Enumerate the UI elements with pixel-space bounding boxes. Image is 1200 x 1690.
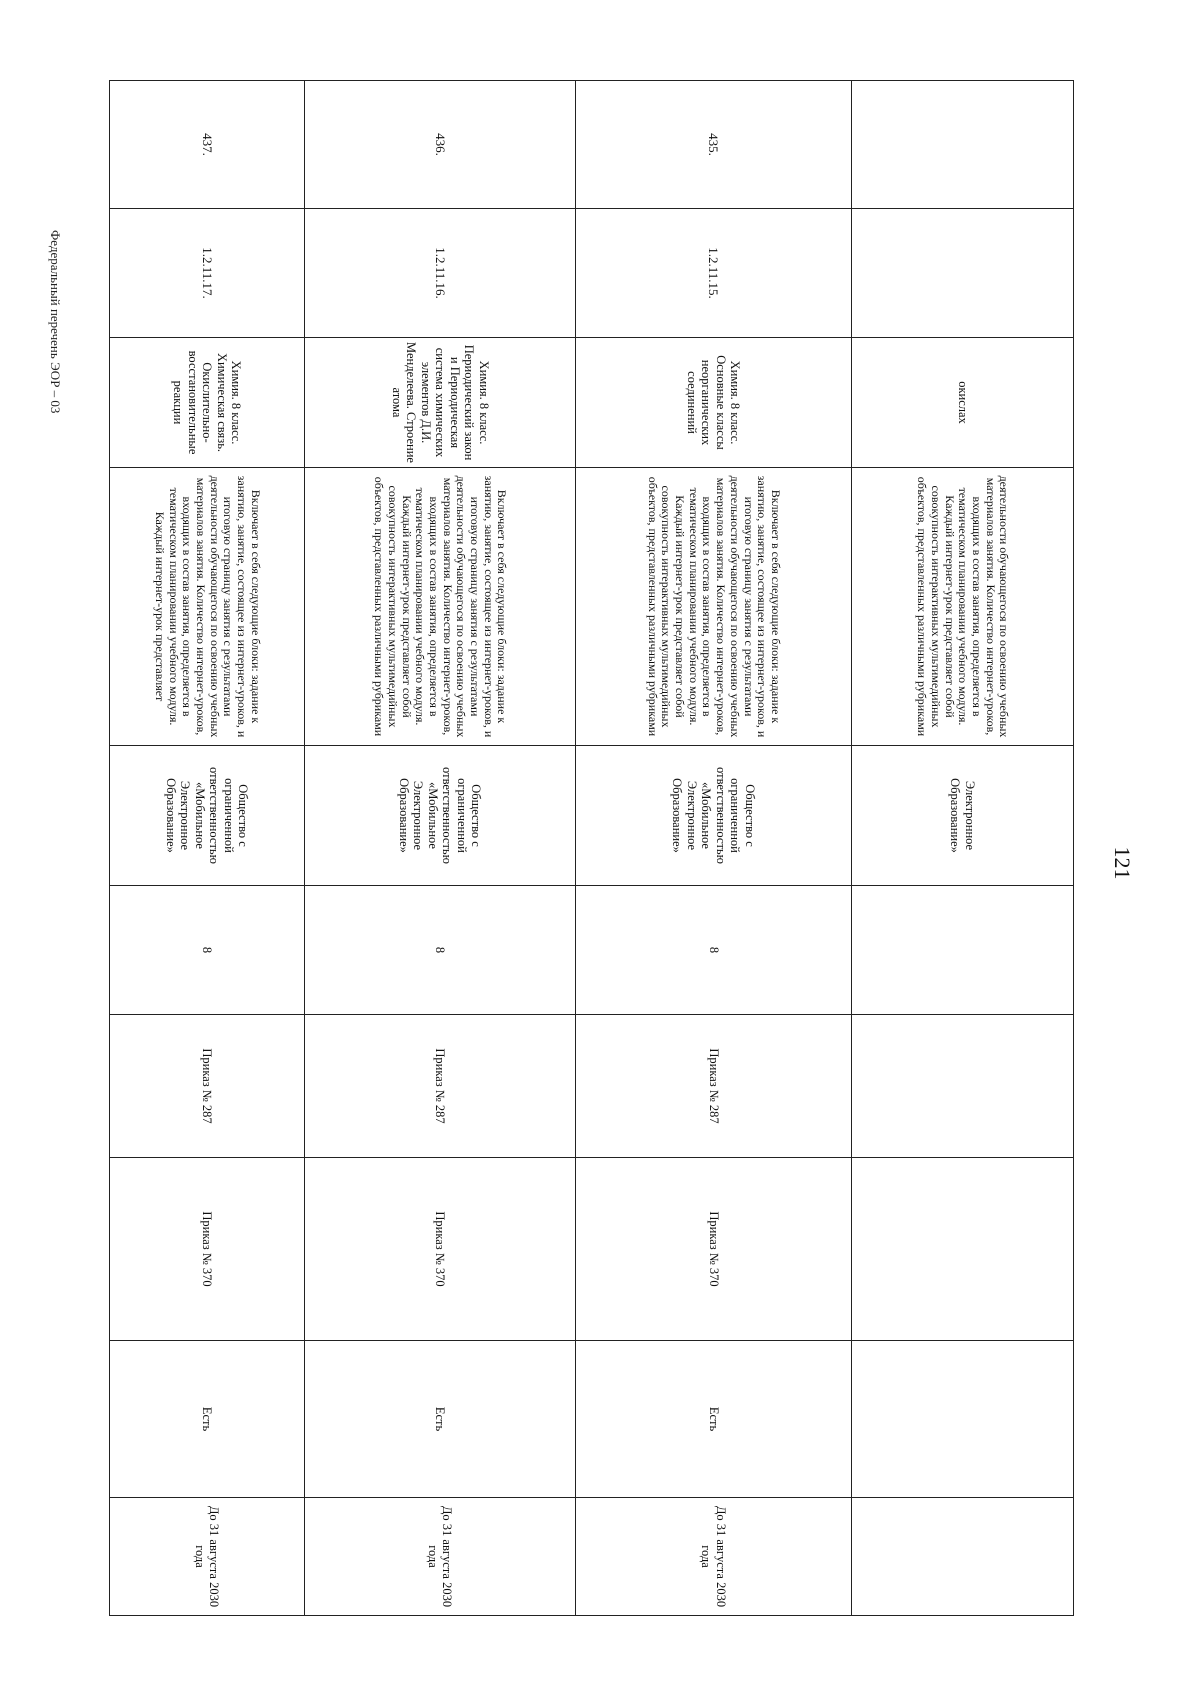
validity-term: До 31 августа 2030 года (576, 1498, 852, 1616)
resource-description: Включает в себя следующие блоки: задание к занятию, занятие, состоящее из интернет-уроков, и итоговую страницу занятия с результатами деятельности обучающегося по освоению учебных материалов занятия. Количество интернет-уроков, входящих в состав занятия, определяется в тематическом планировании учебного модуля. Каждый интернет-урок представляет собой совокупность интерактивных мультимедийных объектов, представленных различными рубриками (576, 468, 852, 746)
availability: Есть (110, 1341, 305, 1498)
table-row (305, 81, 576, 1616)
organization: Электронное Образование» (852, 746, 1074, 886)
row-code: 1.2.11.15. (576, 209, 852, 338)
availability: Есть (576, 1341, 852, 1498)
resource-description: Включает в себя следующие блоки: задание к занятию, занятие, состоящее из интернет-уроков, и итоговую страницу занятия с результатами деятельности обучающегося по освоению учебных материалов занятия. Количество интернет-уроков, входящих в состав занятия, определяется в тематическом планировании учебного модуля. Каждый интернет-урок представляет собой совокупность интерактивных мультимедийных объектов, представленных различными рубриками (305, 468, 576, 746)
row-number: 437. (110, 81, 305, 209)
order-1 (852, 1015, 1074, 1158)
eor-table (109, 80, 1074, 1616)
resource-name: окислах (852, 338, 1074, 468)
organization: Общество с ограниченной ответственностью «Мобильное Электронное Образование» (305, 746, 576, 886)
order-2: Приказ № 370 (305, 1158, 576, 1341)
resource-name: Химия. 8 класс. Периодический закон и Периодическая система химических элементов Д.И. Менделеева. Строение атома (305, 338, 576, 468)
organization: Общество с ограниченной ответственностью «Мобильное Электронное Образование» (110, 746, 305, 886)
validity-term (852, 1498, 1074, 1616)
grade: 8 (110, 886, 305, 1015)
order-2 (852, 1158, 1074, 1341)
resource-name: Химия. 8 класс. Химическая связь. Окислительно-восстановительные реакции (110, 338, 305, 468)
page-number: 121 (1110, 846, 1135, 880)
grade: 8 (576, 886, 852, 1015)
table-row (852, 81, 1074, 1616)
row-number (852, 81, 1074, 209)
order-2: Приказ № 370 (110, 1158, 305, 1341)
organization: Общество с ограниченной ответственностью «Мобильное Электронное Образование» (576, 746, 852, 886)
row-code: 1.2.11.16. (305, 209, 576, 338)
table-row (110, 81, 305, 1616)
order-2: Приказ № 370 (576, 1158, 852, 1341)
grade (852, 886, 1074, 1015)
resource-description: деятельности обучающегося по освоению учебных материалов занятия. Количество интернет-уроков, входящих в состав занятия, определяется в тематическом планировании учебного модуля. Каждый интернет-урок представляет собой совокупность интерактивных мультимедийных объектов, представленных различными рубриками (852, 468, 1074, 746)
row-number: 435. (576, 81, 852, 209)
validity-term: До 31 августа 2030 года (305, 1498, 576, 1616)
order-1: Приказ № 287 (576, 1015, 852, 1158)
order-1: Приказ № 287 (110, 1015, 305, 1158)
order-1: Приказ № 287 (305, 1015, 576, 1158)
availability: Есть (305, 1341, 576, 1498)
footer-label: Федеральный перечень ЭОР – 03 (48, 230, 63, 414)
validity-term: До 31 августа 2030 года (110, 1498, 305, 1616)
resource-description: Включает в себя следующие блоки: задание к занятию, занятие, состоящее из интернет-уроков, и итоговую страницу занятия с результатами деятельности обучающегося по освоению учебных материалов занятия. Количество интернет-уроков, входящих в состав занятия, определяется в тематическом планировании учебного модуля. Каждый интернет-урок представляет (110, 468, 305, 746)
rotated-table-wrapper (110, 80, 1074, 1615)
availability (852, 1341, 1074, 1498)
table-row (576, 81, 852, 1616)
row-code: 1.2.11.17. (110, 209, 305, 338)
grade: 8 (305, 886, 576, 1015)
row-code (852, 209, 1074, 338)
resource-name: Химия. 8 класс. Основные классы неорганических соединений (576, 338, 852, 468)
row-number: 436. (305, 81, 576, 209)
